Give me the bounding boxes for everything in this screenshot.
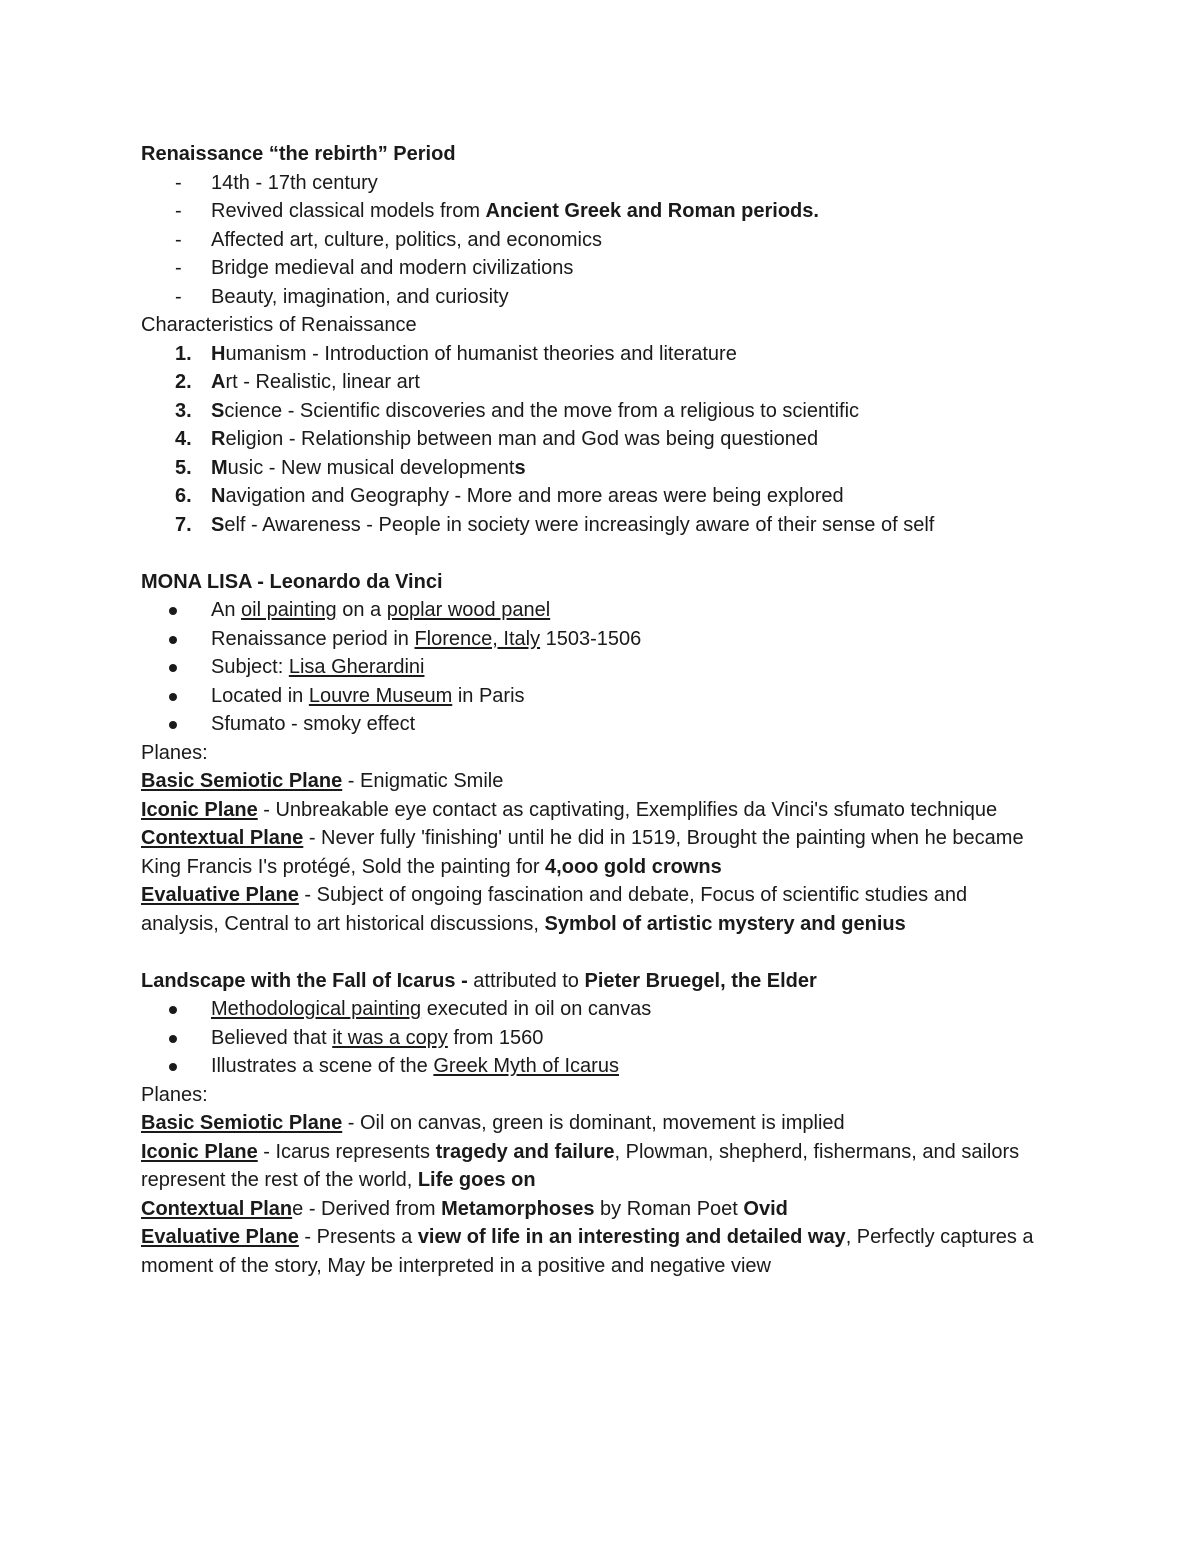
characteristics-list [141, 340, 1041, 540]
iconic-plane: Iconic Plane - Icarus represents tragedy and failure, Plowman, shepherd, fishermans, and sailors represent the rest of the world, Life goes on [141, 1140, 1020, 1191]
evaluative-plane: Evaluative Plane - Presents a view of life in an interesting and detailed way, Perfectly captures a moment of the story, May be interpreted in a positive and negative view [141, 1226, 1034, 1277]
list-item: 4. Religion - Relationship between man and God was being questioned [175, 428, 819, 450]
list-item: 7. Self - Awareness - People in society were increasingly aware of their sense of self [175, 513, 935, 536]
list-item: 3. Science - Scientific discoveries and the move from a religious to scientific [175, 399, 860, 422]
planes-label: Planes: [141, 1083, 208, 1106]
icarus-heading: Landscape with the Fall of Icarus - attributed to Pieter Bruegel, the Elder [141, 969, 817, 992]
list-item: Believed that it was a copy from 1560 [141, 1024, 1041, 1053]
document-page [141, 140, 1041, 1280]
list-item: Methodological painting executed in oil on canvas [141, 995, 1041, 1024]
list-item: Located in Louvre Museum in Paris [141, 682, 1041, 711]
spacer [141, 539, 1041, 568]
list-item: Renaissance period in Florence, Italy 1503-1506 [141, 625, 1041, 654]
contextual-plane: Contextual Plane - Derived from Metamorphoses by Roman Poet Ovid [141, 1197, 788, 1220]
list-item: - 14th - 17th century [141, 169, 1041, 198]
renaissance-dash-list [141, 169, 1041, 312]
list-item: 5. Music - New musical developments [175, 456, 526, 479]
list-item: - Revived classical models from Ancient Greek and Roman periods. [141, 197, 1041, 226]
icarus-bullet-list [141, 995, 1041, 1081]
list-item: Illustrates a scene of the Greek Myth of Icarus [141, 1052, 1041, 1081]
characteristics-heading: Characteristics of Renaissance [141, 314, 417, 336]
basic-semiotic-plane: Basic Semiotic Plane - Oil on canvas, green is dominant, movement is implied [141, 1112, 845, 1134]
list-item: - Bridge medieval and modern civilizations [141, 254, 1041, 283]
list-item: - Affected art, culture, politics, and economics [141, 226, 1041, 255]
mona-lisa-bullet-list [141, 596, 1041, 739]
list-item: 2. Art - Realistic, linear art [175, 371, 420, 393]
spacer [141, 938, 1041, 967]
iconic-plane: Iconic Plane - Unbreakable eye contact as captivating, Exemplifies da Vinci's sfumato technique [141, 798, 998, 821]
list-item: 1. Humanism - Introduction of humanist theories and literature [175, 342, 737, 365]
mona-lisa-heading: MONA LISA - Leonardo da Vinci [141, 570, 443, 593]
evaluative-plane: Evaluative Plane - Subject of ongoing fascination and debate, Focus of scientific studies and analysis, Central to art historical discussions, Symbol of artistic mystery and genius [141, 884, 968, 935]
basic-semiotic-plane: Basic Semiotic Plane - Enigmatic Smile [141, 770, 504, 792]
list-item: - Beauty, imagination, and curiosity [141, 283, 1041, 312]
list-item: Sfumato - smoky effect [141, 710, 1041, 739]
list-item: Subject: Lisa Gherardini [141, 653, 1041, 682]
list-item: 6. Navigation and Geography - More and more areas were being explored [175, 485, 844, 507]
section-heading-renaissance: Renaissance “the rebirth” Period [141, 143, 456, 165]
contextual-plane: Contextual Plane - Never fully 'finishing' until he did in 1519, Brought the painting when he became King Francis I's protégé, Sold the painting for 4,ooo gold crowns [141, 827, 1024, 878]
planes-label: Planes: [141, 741, 208, 764]
list-item: An oil painting on a poplar wood panel [141, 596, 1041, 625]
